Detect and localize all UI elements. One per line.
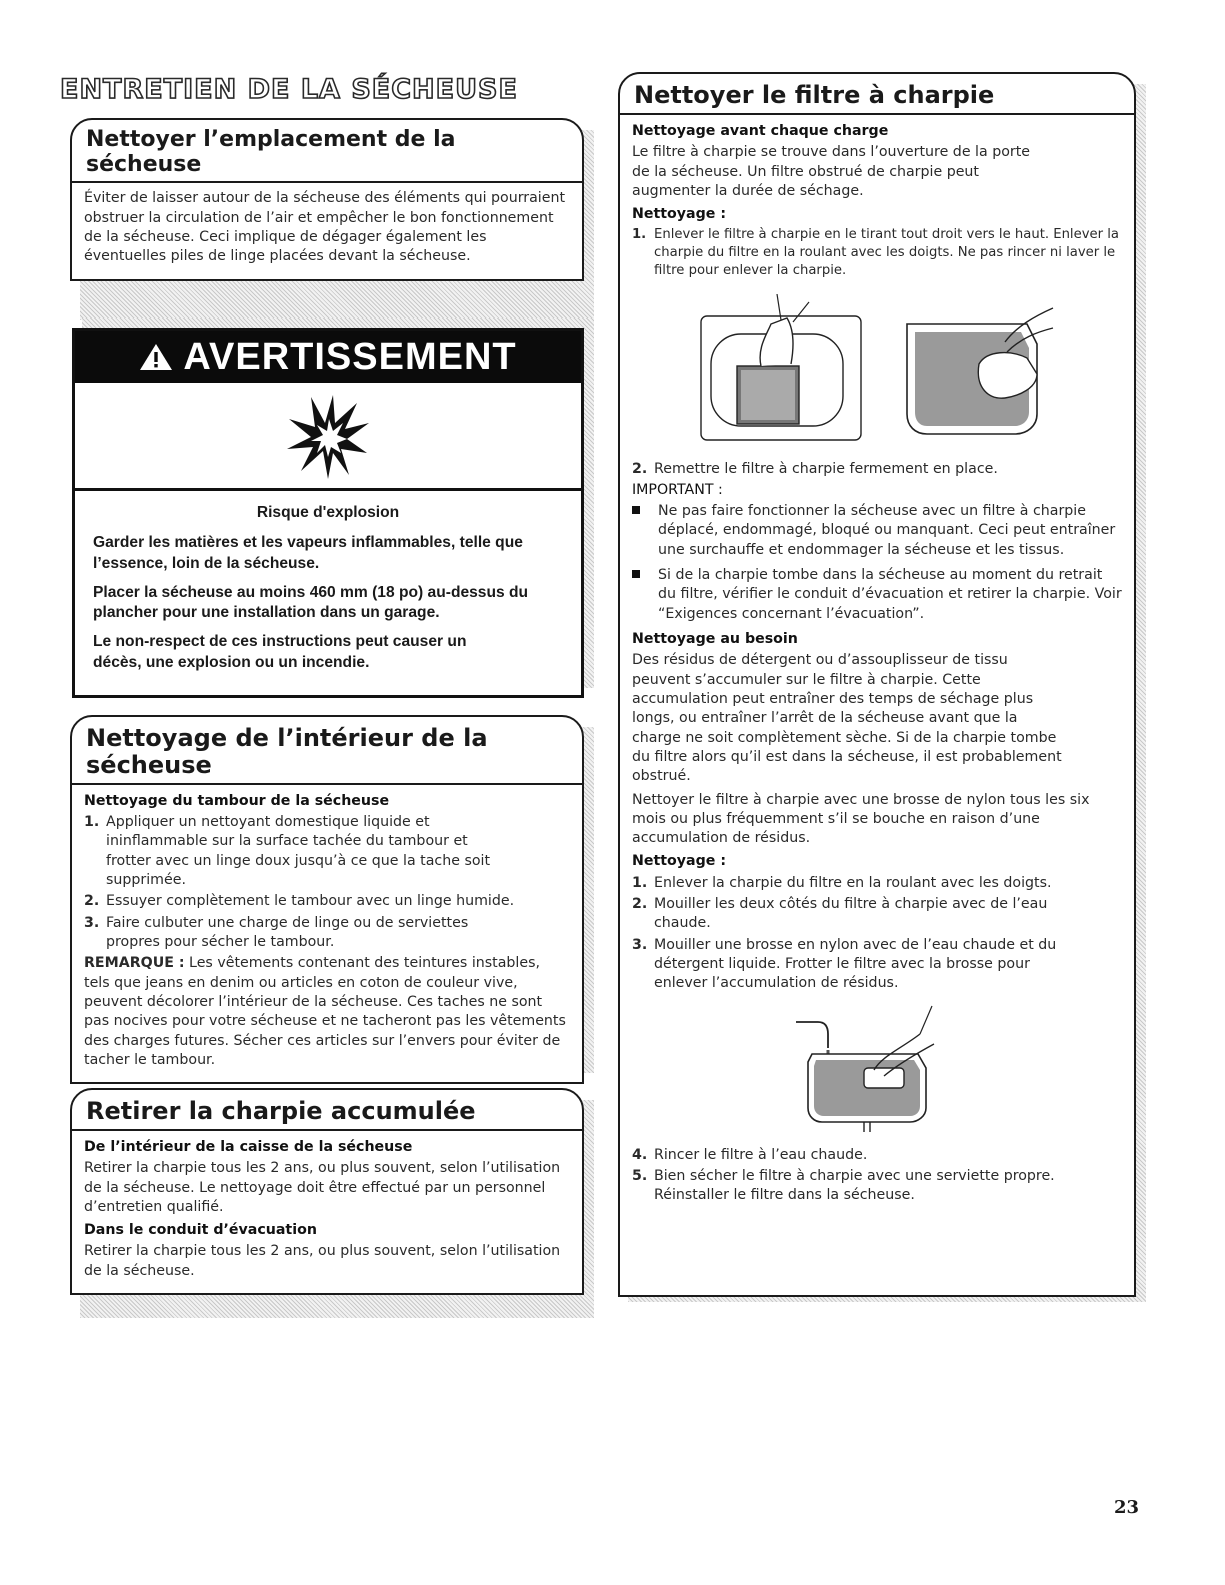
warning-risk: Risque d'explosion bbox=[256, 504, 400, 521]
filter-scrub-figure bbox=[632, 1004, 1122, 1134]
section-subtitle: Nettoyage avant chaque charge bbox=[632, 122, 889, 139]
important-label: IMPORTANT : bbox=[632, 481, 723, 498]
warning-line: Le non-respect de ces instructions peut causer un décès, une explosion ou un incendie. bbox=[93, 633, 467, 671]
list-item: 4. Rincer le filtre à l’eau chaude. bbox=[632, 1146, 868, 1163]
section-subtitle: Nettoyage du tambour de la sécheuse bbox=[84, 792, 390, 809]
section-title: Nettoyer l’emplacement de la sécheuse bbox=[70, 118, 584, 183]
warning-box bbox=[72, 328, 584, 698]
page-number: 23 bbox=[1113, 1497, 1139, 1518]
filter-removal-figure bbox=[632, 294, 1122, 444]
section-interior bbox=[70, 715, 584, 1084]
bullet-item: Si de la charpie tombe dans la sécheuse au moment du retrait du filtre, vérifier le conduit d’évacuation et retirer la charpie. Voir “Exigences concernant l’évacuation”. bbox=[632, 566, 1122, 624]
list-item: 2. Mouiller les deux côtés du filtre à charpie avec de l’eau chaude. bbox=[632, 896, 1048, 932]
lint-rolling-illustration bbox=[887, 294, 1057, 444]
section-text: Le filtre à charpie se trouve dans l’ouverture de la porte de la sécheuse. Un filtre obstrué de charpie peut augmenter la durée de séchage. bbox=[632, 144, 1031, 199]
list-item: 2. Essuyer complètement le tambour avec un linge humide. bbox=[84, 893, 515, 910]
list-item: 1. Enlever la charpie du filtre en la roulant avec les doigts. bbox=[632, 874, 1052, 891]
list-item: 1. Enlever le filtre à charpie en le tirant tout droit vers le haut. Enlever la charpie du filtre en la roulant avec les doigts. Ne pas rincer ni laver le filtre pour enlever la charpie. bbox=[632, 227, 1119, 278]
section-subtitle: Nettoyage : bbox=[632, 853, 727, 870]
list-item: 3. Faire culbuter une charge de linge ou de serviettes propres pour sécher le tambour. bbox=[84, 914, 469, 950]
warning-banner bbox=[75, 331, 581, 383]
warning-triangle-icon bbox=[139, 342, 173, 372]
warning-line: Garder les matières et les vapeurs inflammables, telle que l’essence, loin de la sécheuse. bbox=[93, 534, 523, 572]
section-subtitle: Nettoyage au besoin bbox=[632, 631, 798, 647]
section-text: Retirer la charpie tous les 2 ans, ou plus souvent, selon l’utilisation de la sécheuse. Le nettoyage doit être effectué par un personnel d’entretien qualifié. bbox=[84, 1160, 561, 1215]
list-item: 2. Remettre le filtre à charpie fermement en place. bbox=[632, 460, 998, 477]
filter-brush-illustration bbox=[792, 1004, 962, 1134]
explosion-icon bbox=[283, 391, 373, 481]
warning-label: AVERTISSEMENT bbox=[183, 335, 517, 378]
section-subtitle: Dans le conduit d’évacuation bbox=[84, 1222, 317, 1239]
section-filter bbox=[618, 72, 1136, 1297]
section-text: Nettoyer le filtre à charpie avec une brosse de nylon tous les six mois ou plus fréquemment s’il se bouche en raison d’une accumulation de résidus. bbox=[632, 791, 1090, 847]
bullet-item: Ne pas faire fonctionner la sécheuse avec un filtre à charpie déplacé, endommagé, bloqué ou manquant. Ceci peut entraîner une surchauffe et endommager la sécheuse et les tissus. bbox=[632, 502, 1122, 560]
section-text: Des résidus de détergent ou d’assouplisseur de tissu peuvent s’accumuler sur le filtre à charpie. Cette accumulation peut entraîner des temps de séchage plus longs, ou entraîner l’arrêt de la sécheuse avant que la charge ne soit complètement sèche. Si de la charpie tombe du filtre alors qu’il est dans la sécheuse, il est probablement obstrué. bbox=[632, 652, 1062, 785]
section-lint bbox=[70, 1088, 584, 1295]
list-item: 5. Bien sécher le filtre à charpie avec une serviette propre. Réinstaller le filtre dans la sécheuse. bbox=[632, 1167, 1055, 1204]
page-title: ENTRETIEN DE LA SÉCHEUSE bbox=[60, 74, 518, 105]
filter-in-door-illustration bbox=[697, 294, 867, 444]
section-title: Retirer la charpie accumulée bbox=[70, 1088, 584, 1131]
section-text: Retirer la charpie tous les 2 ans, ou plus souvent, selon l’utilisation de la sécheuse. bbox=[84, 1243, 561, 1279]
warning-line: Placer la sécheuse au moins 460 mm (18 po) au-dessus du plancher pour une installation dans un garage. bbox=[93, 583, 529, 622]
list-item: 1. Appliquer un nettoyant domestique liquide et ininflammable sur la surface tachée du tambour et frotter avec un linge doux jusqu’à ce que la tache soit supprimée. bbox=[84, 814, 491, 888]
section-subtitle: Nettoyage : bbox=[632, 206, 727, 223]
section-title: Nettoyage de l’intérieur de la sécheuse bbox=[70, 715, 584, 785]
section-body: Éviter de laisser autour de la sécheuse des éléments qui pourraient obstruer la circulation de l’air et empêcher le bon fonctionnement de la sécheuse. Ceci implique de dégager également les éventuelles piles de linge placées devant la sécheuse. bbox=[84, 190, 566, 265]
section-title: Nettoyer le filtre à charpie bbox=[618, 72, 1136, 115]
section-location bbox=[70, 118, 584, 281]
section-subtitle: De l’intérieur de la caisse de la sécheuse bbox=[84, 1138, 413, 1155]
note: REMARQUE : Les vêtements contenant des teintures instables, tels que jeans en denim ou articles en coton de couleur vive, peuvent décolorer l’intérieur de la sécheuse. Ces taches ne sont pas nocives pour votre sécheuse et ne tacheront pas les vêtements des charges futures. Sécher ces articles sur l’envers pour éviter de tacher le tambour. bbox=[84, 955, 566, 1068]
list-item: 3. Mouiller une brosse en nylon avec de l’eau chaude et du détergent liquide. Frotter le filtre avec la brosse pour enlever l’accumulation de résidus. bbox=[632, 936, 1057, 992]
